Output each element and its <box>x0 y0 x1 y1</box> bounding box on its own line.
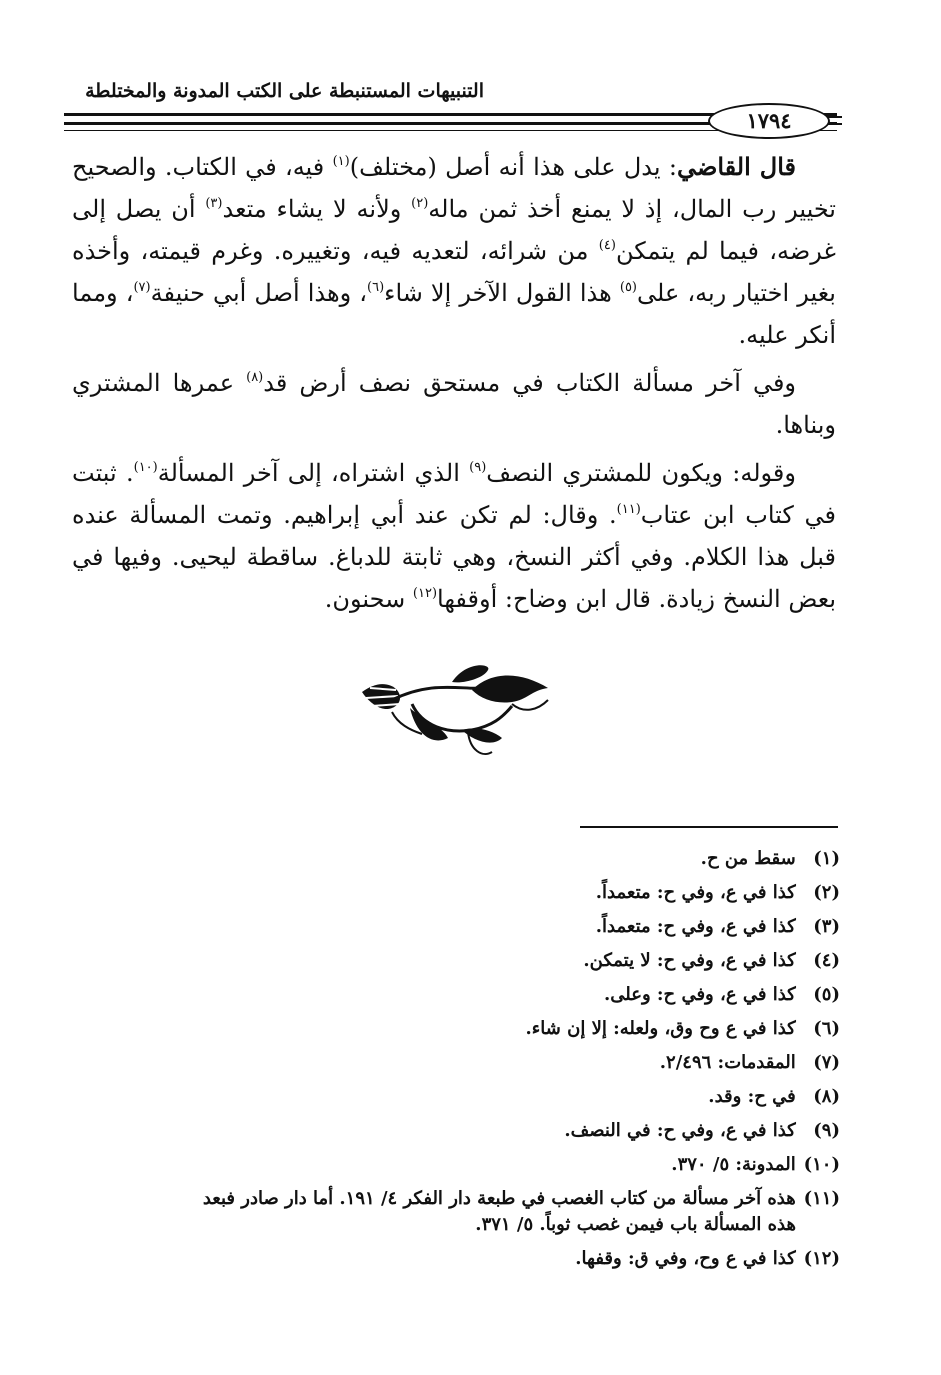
footnote-text: المدونة: ٥/ ٣٧٠. <box>671 1154 796 1175</box>
footnote-number: (٥) <box>813 984 840 1005</box>
text-run: ولأنه لا يشاء متعد <box>222 195 412 223</box>
page-number: ١٧٩٤ <box>708 103 830 139</box>
footnote-number: (٩) <box>813 1120 840 1141</box>
footnote-item <box>60 1182 840 1242</box>
footnote-item <box>60 876 840 910</box>
floral-ornament-icon <box>352 660 558 760</box>
speaker-label: قال القاضي <box>676 152 796 181</box>
footnote-text: في ح: وقد. <box>708 1086 796 1107</box>
footnote-ref[interactable]: (٢) <box>411 196 429 211</box>
footnote-ref[interactable]: (٦) <box>367 280 385 295</box>
footnote-ref[interactable]: (١) <box>332 154 350 169</box>
footnote-number: (١٢) <box>803 1248 840 1269</box>
footnote-item <box>60 842 840 876</box>
text-run: . ثبتت في كتاب ابن عتاب <box>72 459 836 529</box>
footnote-ref[interactable]: (٥) <box>619 280 637 295</box>
footnote-number: (٢) <box>813 882 840 903</box>
footnote-item <box>60 1046 840 1080</box>
text-run: عمرها المشتري وبناها. <box>72 369 836 439</box>
footnote-separator <box>580 826 838 828</box>
footnote-text: كذا في ع، وفي ح: في النصف. <box>564 1120 796 1141</box>
footnote-ref[interactable]: (٩) <box>469 460 487 475</box>
footnote-number: (٧) <box>813 1052 840 1073</box>
footnote-text-continuation: هذه المسألة باب فيمن غصب ثوباً. ٥/ ٣٧١. <box>475 1214 796 1235</box>
text-run: من شرائه، لتعديه فيه، وتغييره. وغرم قيمته، وأخذه بغير اختيار ربه، على <box>72 237 836 307</box>
footnote-item <box>60 1012 840 1046</box>
footnote-text: هذه آخر مسألة من كتاب الغصب في طبعة دار الفكر ٤/ ١٩١. أما دار صادر فبعد <box>202 1188 796 1209</box>
text-run: ، ومما أنكر عليه. <box>72 279 836 349</box>
footnote-number: (١) <box>813 848 840 869</box>
footnote-number: (١١) <box>803 1188 840 1209</box>
footnote-number: (٣) <box>813 916 840 937</box>
footnote-text: كذا في ع، وفي ح: متعمداً. <box>595 916 796 937</box>
footnotes <box>60 842 840 1276</box>
footnote-text: كذا في ع، وفي ح: لا يتمكن. <box>583 950 796 971</box>
footnote-ref[interactable]: (١٢) <box>412 586 438 601</box>
footnote-item <box>60 910 840 944</box>
footnote-ref[interactable]: (٣) <box>205 196 223 211</box>
paragraph-3 <box>72 452 836 620</box>
paragraph-1 <box>72 146 836 356</box>
footnote-number: (٨) <box>813 1086 840 1107</box>
text-run: أن يصل إلى غرضه، فيما لم يتمكن <box>72 195 836 265</box>
footnote-ref[interactable]: (٧) <box>133 280 151 295</box>
text-run: الذي اشتراه، إلى آخر المسألة <box>157 459 470 487</box>
text-run: فيه، في الكتاب. والصحيح تخيير رب المال، إذ لا يمنع أخذ ثمن ماله <box>72 153 836 223</box>
text-run: هذا القول الآخر إلا شاء <box>384 279 620 307</box>
footnote-item <box>60 1114 840 1148</box>
footnote-item <box>60 1148 840 1182</box>
footnote-text: كذا في ع وح، وفي ق: وقفها. <box>575 1248 796 1269</box>
running-header-title: التنبيهات المستنبطة على الكتب المدونة والمختلطة <box>85 80 484 102</box>
text-run: . وقال: لم تكن عند أبي إبراهيم. وتمت المسألة عنده قبل هذا الكلام. وفي أكثر النسخ، وهي ثابتة للدباغ. ساقطة ليحيى. وفيها في بعض النسخ زيادة. قال ابن وضاح: أوقفها <box>72 501 836 613</box>
footnote-text: المقدمات: ٢/٤٩٦. <box>659 1052 796 1073</box>
footnote-item <box>60 1080 840 1114</box>
footnote-ref[interactable]: (١٠) <box>133 460 158 475</box>
paragraph-2 <box>72 362 836 446</box>
footnote-item <box>60 978 840 1012</box>
footnote-ref[interactable]: (٤) <box>598 238 616 253</box>
footnote-text: كذا في ع، وفي ح: متعمداً. <box>595 882 796 903</box>
footnote-text: كذا في ع، وفي ح: وعلى. <box>603 984 796 1005</box>
footnote-number: (١٠) <box>803 1154 840 1175</box>
footnote-text: سقط من ح. <box>700 848 796 869</box>
text-run: وقوله: ويكون للمشتري النصف <box>486 459 796 487</box>
footnote-ref[interactable]: (١١) <box>616 502 641 517</box>
text-run: وفي آخر مسألة الكتاب في مستحق نصف أرض قد <box>263 369 797 397</box>
footnote-item <box>60 944 840 978</box>
text-run: ، وهذا أصل أبي حنيفة <box>150 279 368 307</box>
main-text <box>72 146 836 626</box>
footnote-number: (٤) <box>813 950 840 971</box>
footnote-item <box>60 1242 840 1276</box>
footnote-number: (٦) <box>813 1018 840 1039</box>
text-run: : يدل على هذا أنه أصل (مختلف) <box>349 153 677 181</box>
footnote-text: كذا في ع وح وق، ولعله: إلا إن شاء. <box>525 1018 796 1039</box>
footnote-ref[interactable]: (٨) <box>246 370 264 385</box>
text-run: سحنون. <box>324 585 413 613</box>
